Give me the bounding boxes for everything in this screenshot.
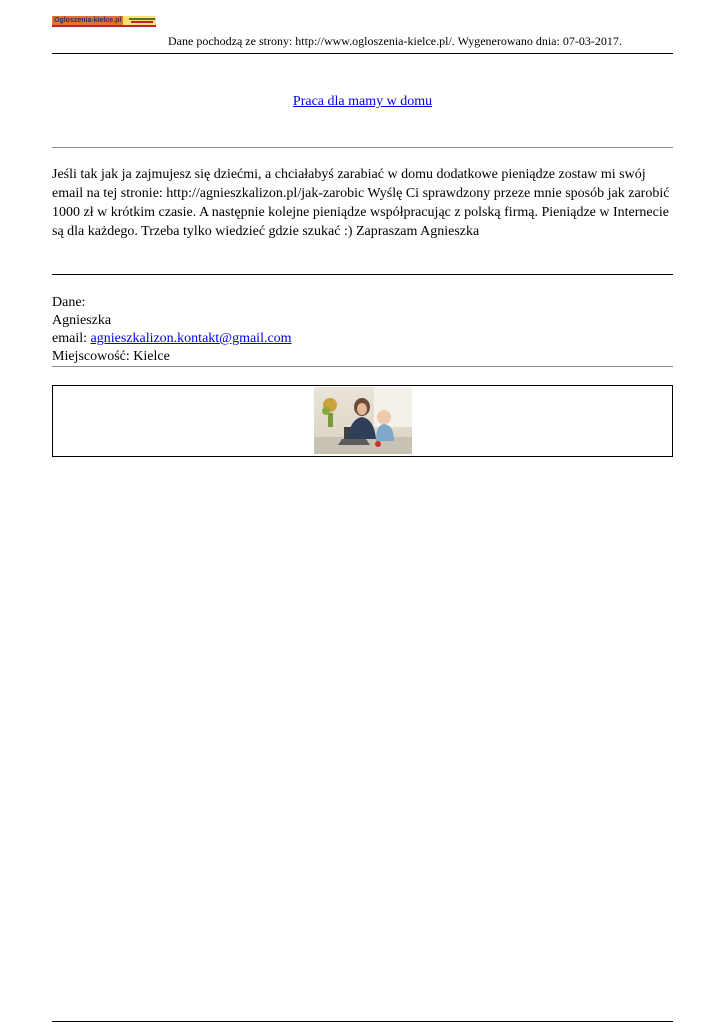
description-divider bbox=[52, 274, 673, 275]
contact-email-label: email: bbox=[52, 331, 91, 346]
contact-section bbox=[52, 294, 292, 366]
site-logo bbox=[52, 16, 156, 27]
contact-location-label: Miejscowość: bbox=[52, 349, 134, 364]
ad-photo[interactable] bbox=[314, 387, 412, 454]
contact-location-value: Kielce bbox=[133, 349, 170, 364]
header-divider bbox=[52, 53, 673, 54]
footer-divider bbox=[52, 1021, 673, 1022]
contact-email-link[interactable]: agnieszkalizon.kontakt@gmail.com bbox=[90, 331, 292, 346]
ad-title-link[interactable]: Praca dla mamy w domu bbox=[292, 94, 433, 109]
photo-gallery bbox=[52, 385, 673, 457]
ad-title bbox=[0, 94, 725, 110]
contact-location-row bbox=[52, 348, 292, 366]
source-line: Dane pochodzą ze strony: http://www.ogloszenia-kielce.pl/. Wygenerowano dnia: 07-03-2017. bbox=[168, 34, 622, 48]
site-logo-banner bbox=[123, 16, 156, 25]
contact-name: Agnieszka bbox=[52, 313, 112, 328]
contact-heading: Dane: bbox=[52, 295, 86, 310]
contact-divider bbox=[52, 366, 673, 367]
contact-email-row bbox=[52, 330, 292, 348]
site-logo-text: Ogloszenia-kielce.pl bbox=[54, 17, 122, 24]
title-divider bbox=[52, 147, 673, 148]
ad-description: Jeśli tak jak ja zajmujesz się dziećmi, a chciałabyś zarabiać w domu dodatkowe pieniądze zostaw mi swój email na tej stronie: http://agnieszkalizon.pl/jak-zarobic Wyślę Ci sprawdzony przeze mnie sposób jak zarobić 1000 zł w krótkim czasie. A następnie kolejne pieniądze współpracując z polską firmą. Pieniądze w Internecie są dla każdego. Trzeba tylko wiedzieć gdzie szukać :) Zapraszam Agnieszka bbox=[52, 167, 670, 239]
